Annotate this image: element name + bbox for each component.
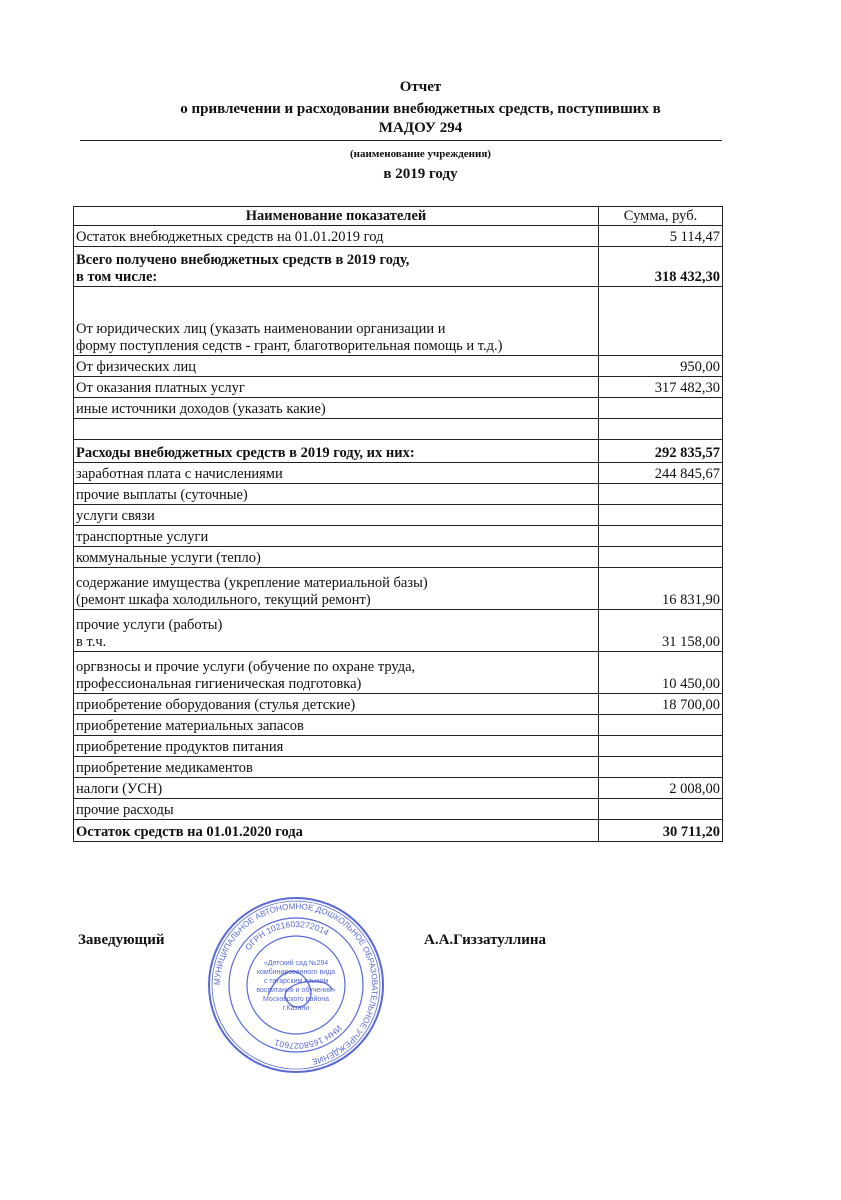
signature-position: Заведующий — [78, 932, 165, 948]
row-label-line: содержание имущества (укрепление материальной базы) — [76, 575, 428, 591]
row-sum — [599, 736, 723, 757]
row-label-line: в том числе: — [76, 269, 158, 285]
row-sum: 30 711,20 — [599, 820, 723, 842]
table-row — [74, 820, 723, 842]
row-label: Остаток средств на 01.01.2020 года — [74, 820, 599, 842]
row-label: Расходы внебюджетных средств в 2019 году, их них: — [74, 440, 599, 463]
table-row — [74, 736, 723, 757]
row-sum — [599, 398, 723, 419]
report-period: в 2019 году — [383, 166, 458, 182]
table-row — [74, 463, 723, 484]
table-row — [74, 247, 723, 287]
table-row — [74, 226, 723, 247]
row-label: коммунальные услуги (тепло) — [74, 547, 599, 568]
row-sum — [599, 715, 723, 736]
institution-name: МАДОУ 294 — [378, 120, 463, 136]
institution-underline — [80, 140, 722, 141]
table-row — [74, 757, 723, 778]
row-label-line: От юридических лиц (указать наименовании организации и — [76, 321, 446, 337]
row-sum — [599, 287, 723, 356]
row-label: заработная плата с начислениями — [74, 463, 599, 484]
row-sum: 950,00 — [599, 356, 723, 377]
row-sum — [599, 484, 723, 505]
row-sum — [599, 547, 723, 568]
stamp-ogrn-text: ОГРН 1021603272014 — [242, 918, 331, 953]
stamp-outer-text: МУНИЦИПАЛЬНОЕ АВТОНОМНОЕ ДОШКОЛЬНОЕ ОБРАЗОВАТЕЛЬНОЕ УЧРЕЖДЕНИЕ — [212, 901, 380, 1067]
row-label-line: оргвзносы и прочие услуги (обучение по охране труда, — [76, 659, 416, 675]
stamp-center-line: г.Казани — [282, 1005, 310, 1012]
table-header — [74, 207, 723, 226]
table-row — [74, 799, 723, 820]
row-label: услуги связи — [74, 505, 599, 526]
table-row — [74, 398, 723, 419]
table-row — [74, 505, 723, 526]
table-row — [74, 484, 723, 505]
row-label — [74, 610, 599, 652]
stamp-center-line: Московского района — [262, 996, 330, 1003]
row-sum: 2 008,00 — [599, 778, 723, 799]
row-label: приобретение медикаментов — [74, 757, 599, 778]
table-row — [74, 610, 723, 652]
column-header-sum: Сумма, руб. — [599, 207, 723, 226]
row-sum — [599, 419, 723, 440]
table-row — [74, 419, 723, 440]
row-label: налоги (УСН) — [74, 778, 599, 799]
stamp-center-line: комбинированного вида — [256, 969, 336, 976]
table-row — [74, 356, 723, 377]
row-sum — [599, 757, 723, 778]
official-stamp — [206, 895, 386, 1075]
row-sum: 10 450,00 — [599, 652, 723, 694]
table-row — [74, 440, 723, 463]
report-subtitle: о привлечении и расходовании внебюджетных средств, поступивших в — [180, 101, 661, 117]
row-label: иные источники доходов (указать какие) — [74, 398, 599, 419]
row-label: приобретение материальных запасов — [74, 715, 599, 736]
stamp-inn-text: ИНН 1658027601 — [273, 1023, 344, 1052]
row-label-line: в т.ч. — [76, 634, 107, 650]
stamp-center — [256, 959, 335, 1012]
signature-name: А.А.Гиззатуллина — [424, 932, 547, 948]
row-label-line: (ремонт шкафа холодильного, текущий ремонт) — [76, 592, 371, 608]
table-row — [74, 694, 723, 715]
row-label-line: прочие услуги (работы) — [76, 617, 223, 633]
row-sum: 292 835,57 — [599, 440, 723, 463]
row-sum: 318 432,30 — [599, 247, 723, 287]
table-row — [74, 568, 723, 610]
report-title: Отчет — [399, 79, 442, 95]
row-sum: 31 158,00 — [599, 610, 723, 652]
row-sum: 18 700,00 — [599, 694, 723, 715]
row-label: приобретение продуктов питания — [74, 736, 599, 757]
column-header-name: Наименование показателей — [74, 207, 599, 226]
row-sum — [599, 799, 723, 820]
row-sum: 5 114,47 — [599, 226, 723, 247]
table-row — [74, 547, 723, 568]
row-label — [74, 247, 599, 287]
row-label: прочие расходы — [74, 799, 599, 820]
row-label: приобретение оборудования (стулья детские) — [74, 694, 599, 715]
table-row — [74, 652, 723, 694]
row-label — [74, 652, 599, 694]
row-label — [74, 568, 599, 610]
table-row — [74, 287, 723, 356]
row-label: От физических лиц — [74, 356, 599, 377]
row-sum: 244 845,67 — [599, 463, 723, 484]
table-row — [74, 715, 723, 736]
institution-caption: (наименование учреждения) — [350, 148, 491, 160]
row-label: прочие выплаты (суточные) — [74, 484, 599, 505]
table-row — [74, 526, 723, 547]
row-label-line: форму поступления седств - грант, благотворительная помощь и т.д.) — [76, 338, 503, 354]
stamp-center-line: «Детский сад №294 — [263, 960, 329, 967]
report-table — [73, 206, 723, 842]
row-label: От оказания платных услуг — [74, 377, 599, 398]
row-label-line: профессиональная гигиеническая подготовка) — [76, 676, 362, 692]
row-sum: 317 482,30 — [599, 377, 723, 398]
row-label: Остаток внебюджетных средств на 01.01.2019 год — [74, 226, 599, 247]
stamp-center-line: воспитания и обучения» — [256, 987, 336, 994]
row-label-line: Всего получено внебюджетных средств в 2019 году, — [76, 252, 410, 268]
stamp-center-line: с татарским языком — [263, 978, 329, 985]
table-row — [74, 377, 723, 398]
row-sum: 16 831,90 — [599, 568, 723, 610]
row-sum — [599, 526, 723, 547]
row-label: транспортные услуги — [74, 526, 599, 547]
table-row — [74, 778, 723, 799]
row-label — [74, 287, 599, 356]
row-label — [74, 419, 599, 440]
row-sum — [599, 505, 723, 526]
